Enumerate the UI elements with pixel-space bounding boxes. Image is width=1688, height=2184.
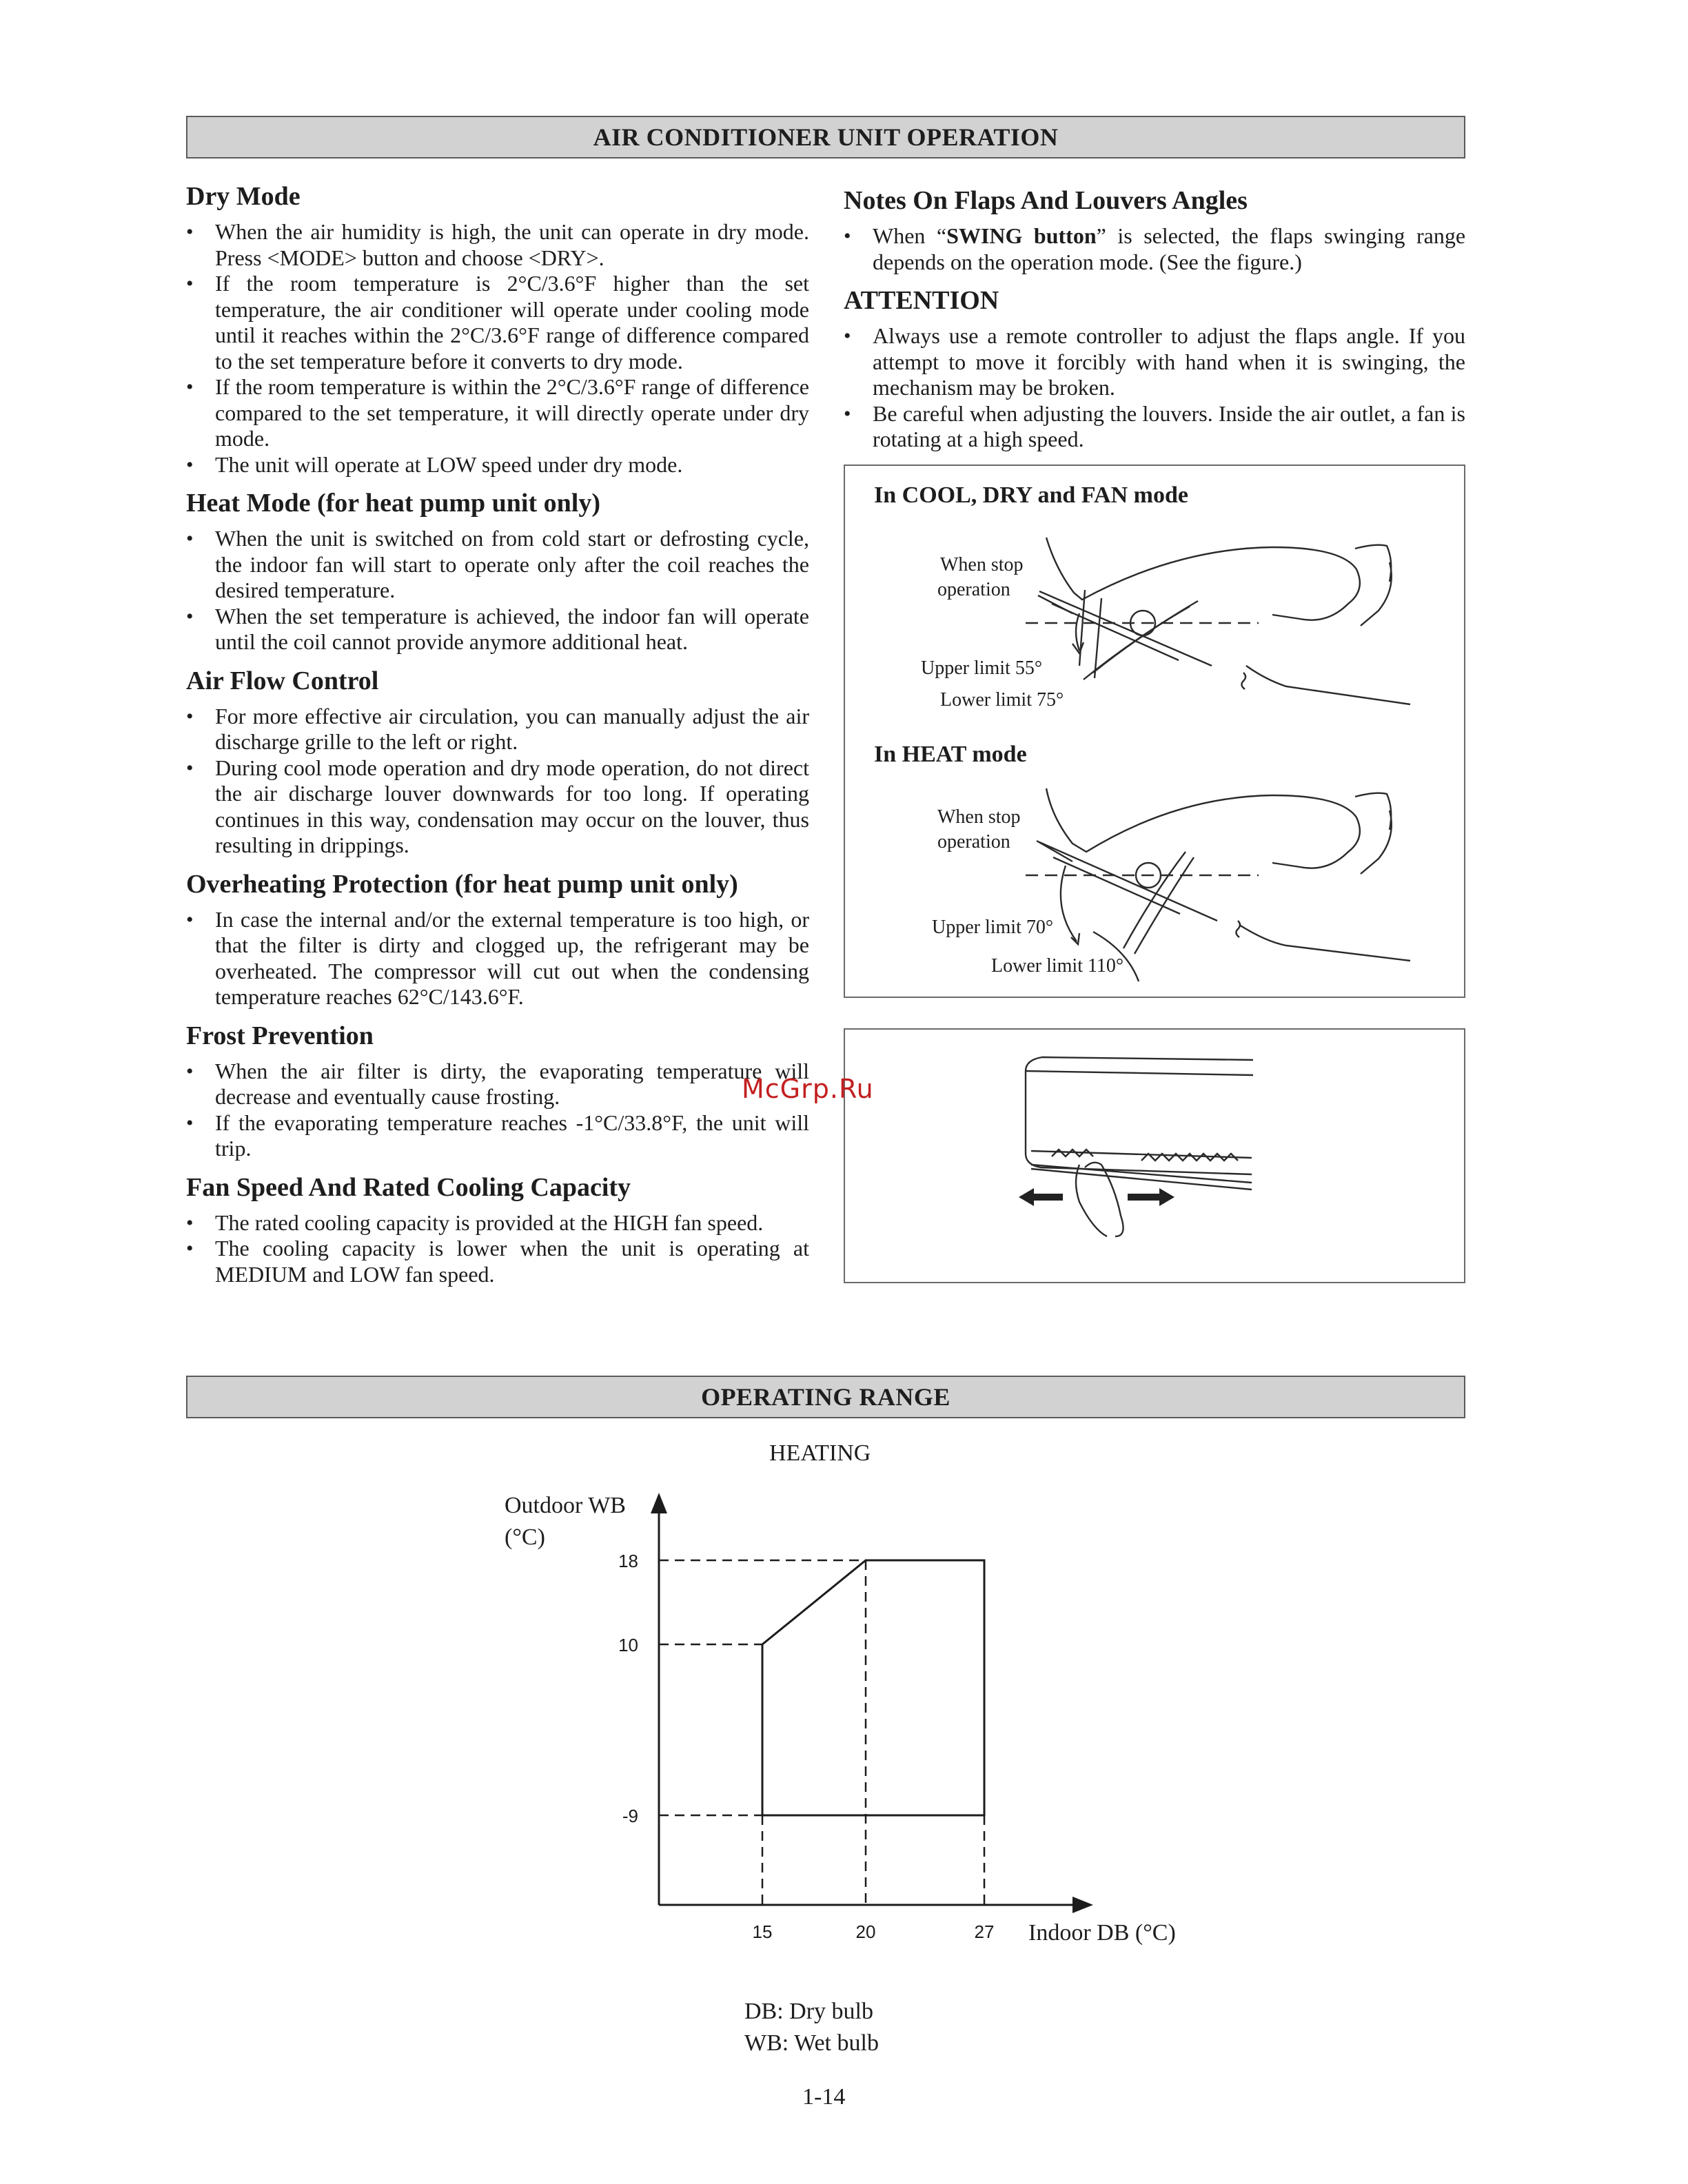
- left-section: [186, 1020, 809, 1162]
- heat-upper-limit: Upper limit 70°: [932, 917, 1054, 938]
- left-section: [186, 181, 809, 478]
- flap-angle-diagram: [844, 465, 1465, 998]
- y-axis-arrow: [651, 1493, 667, 1513]
- heat-mode-title: In HEAT mode: [874, 742, 1027, 767]
- unit-front-face: [1026, 1071, 1252, 1174]
- flap-drawings: [845, 466, 1464, 997]
- right-column: [844, 185, 1465, 462]
- y-axis-label: Outdoor WB: [505, 1493, 626, 1518]
- heat-unit-bottom: [1239, 925, 1410, 961]
- left-column: [186, 181, 809, 1297]
- notes-bullet: • When “SWING button” is selected, the flaps swinging range depends on the operation mode. (See the figure.): [844, 223, 1465, 275]
- louver-adjust-drawing: [845, 1030, 1464, 1282]
- heat-flap-lower: [1123, 852, 1186, 948]
- cool-unit-lip: [1241, 673, 1245, 689]
- bullet-item: • For more effective air circulation, you can manually adjust the air discharge grille to the left or right.: [186, 704, 809, 755]
- attention-title: ATTENTION: [844, 286, 999, 315]
- bullet-item: • If the room temperature is 2°C/3.6°F higher than the set temperature, the air conditioner will operate under cooling mode until it reaches within the 2°C/3.6°F range of difference compared to the set temperature before it converts to dry mode.: [186, 271, 809, 374]
- attention-bullet: • Always use a remote controller to adjust the flaps angle. If you attempt to move it forcibly with hand when it is swinging, the mechanism may be broken.: [844, 323, 1465, 401]
- slide-arrows: [1019, 1188, 1175, 1206]
- cool-mode-title: In COOL, DRY and FAN mode: [874, 482, 1188, 508]
- cool-lower-limit: Lower limit 75°: [940, 689, 1064, 711]
- bullet-item: • In case the internal and/or the external temperature is too high, or that the filter is dirty and clogged up, the refrigerant may be overheated. The compressor will cut out when the condensing temperature reaches 62°C/143.6°F.: [186, 907, 809, 1010]
- heat-unit-lip: [1236, 921, 1240, 937]
- section-title: Dry Mode: [186, 182, 301, 211]
- cool-swing-arrow: [1076, 613, 1079, 651]
- unit-top-edge: [1026, 1057, 1253, 1071]
- heat-unit-front: [1355, 793, 1391, 830]
- x-axis-label: Indoor DB (°C): [1028, 1920, 1176, 1946]
- left-section: [186, 487, 809, 655]
- heat-lower-limit: Lower limit 110°: [991, 955, 1124, 977]
- section-title: Overheating Protection (for heat pump unit only): [186, 869, 738, 899]
- cool-unit-front-2: [1361, 562, 1392, 626]
- bullet-item: • The rated cooling capacity is provided at the HIGH fan speed.: [186, 1210, 809, 1236]
- section-header-operating-range: OPERATING RANGE: [186, 1376, 1465, 1418]
- legend-wb: WB: Wet bulb: [744, 2030, 879, 2056]
- bullet-list: [186, 907, 809, 1010]
- x-axis-arrow: [1072, 1897, 1093, 1913]
- cool-upper-limit: Upper limit 55°: [921, 657, 1043, 679]
- heat-stop-label-2: operation: [937, 831, 1010, 853]
- bullet-item: • When the unit is switched on from cold start or defrosting cycle, the indoor fan will start to operate only after the coil reaches the desired temperature.: [186, 526, 809, 604]
- heat-swing-arrow: [1061, 866, 1077, 941]
- y-axis-unit: (°C): [505, 1524, 545, 1550]
- attention-bullet: • Be careful when adjusting the louvers. Inside the air outlet, a fan is rotating at a high speed.: [844, 401, 1465, 453]
- louver-adjust-diagram: [844, 1028, 1465, 1283]
- bullet-list: [186, 219, 809, 478]
- section-title: Heat Mode (for heat pump unit only): [186, 489, 600, 518]
- cool-stop-flap: [1039, 591, 1212, 666]
- hand-fingers: [1085, 1163, 1101, 1167]
- cool-stop-label: When stop: [940, 554, 1024, 575]
- left-section: [186, 1172, 809, 1288]
- x-tick-label: 20: [855, 1921, 876, 1942]
- bullet-item: • The unit will operate at LOW speed under dry mode.: [186, 452, 809, 478]
- cool-unit-outline: [1046, 538, 1360, 620]
- bullet-item: • The cooling capacity is lower when the unit is operating at MEDIUM and LOW fan speed.: [186, 1236, 809, 1287]
- bullet-item: • If the room temperature is within the 2°C/3.6°F range of difference compared to the set temperature, it will directly operate under dry mode.: [186, 374, 809, 452]
- heat-unit-outline: [1046, 788, 1360, 868]
- cool-unit-bottom: [1246, 666, 1410, 704]
- legend-db: DB: Dry bulb: [744, 1999, 873, 2024]
- bullet-item: • When the air filter is dirty, the evaporating temperature will decrease and eventually cause frosting.: [186, 1059, 809, 1110]
- unit-top-line: [1026, 1071, 1253, 1075]
- x-tick-label: 27: [974, 1921, 995, 1942]
- heat-unit-front-2: [1361, 810, 1392, 874]
- x-tick-label: 15: [752, 1921, 773, 1942]
- bullet-list: [186, 1059, 809, 1162]
- bullet-item: • When the set temperature is achieved, the indoor fan will operate until the coil cannot provide anymore additional heat.: [186, 604, 809, 655]
- y-tick-label: -9: [622, 1806, 638, 1826]
- cool-flap-lower: [1079, 590, 1085, 666]
- section-title: Frost Prevention: [186, 1021, 374, 1050]
- heat-swing-arrow-2: [1093, 932, 1139, 981]
- left-section: [186, 868, 809, 1010]
- heat-stop-label: When stop: [937, 806, 1021, 828]
- page-number: 1-14: [802, 2084, 846, 2110]
- heat-stop-flap: [1039, 842, 1217, 921]
- left-section: [186, 665, 809, 859]
- watermark: McGrp.Ru: [742, 1074, 874, 1104]
- cool-unit-front: [1355, 545, 1391, 582]
- y-tick-label: 18: [618, 1551, 638, 1571]
- right-arrow-head: [1159, 1188, 1175, 1206]
- bullet-list: [186, 526, 809, 655]
- y-tick-label: 10: [618, 1635, 638, 1655]
- left-arrow-head: [1019, 1188, 1034, 1206]
- section-title: Fan Speed And Rated Cooling Capacity: [186, 1172, 631, 1202]
- attention-list: [844, 323, 1465, 453]
- notes-list: [844, 223, 1465, 275]
- operating-region: [762, 1560, 984, 1815]
- cool-stop-label-2: operation: [937, 579, 1010, 600]
- chart-title: HEATING: [769, 1440, 871, 1466]
- bullet-item: • During cool mode operation and dry mode operation, do not direct the air discharge louver downwards for too long. If operating continues in this way, condensation may occur on the louver, thus resulting in drippings.: [186, 755, 809, 859]
- bullet-item: • When the air humidity is high, the unit can operate in dry mode. Press <MODE> button and choose <DRY>.: [186, 219, 809, 271]
- notes-title: Notes On Flaps And Louvers Angles: [844, 186, 1248, 215]
- bullet-item: • If the evaporating temperature reaches -1°C/33.8°F, the unit will trip.: [186, 1110, 809, 1162]
- bullet-list: [186, 704, 809, 859]
- section-header-unit-operation: AIR CONDITIONER UNIT OPERATION: [186, 116, 1465, 159]
- bullet-list: [186, 1210, 809, 1288]
- section-title: Air Flow Control: [186, 666, 379, 695]
